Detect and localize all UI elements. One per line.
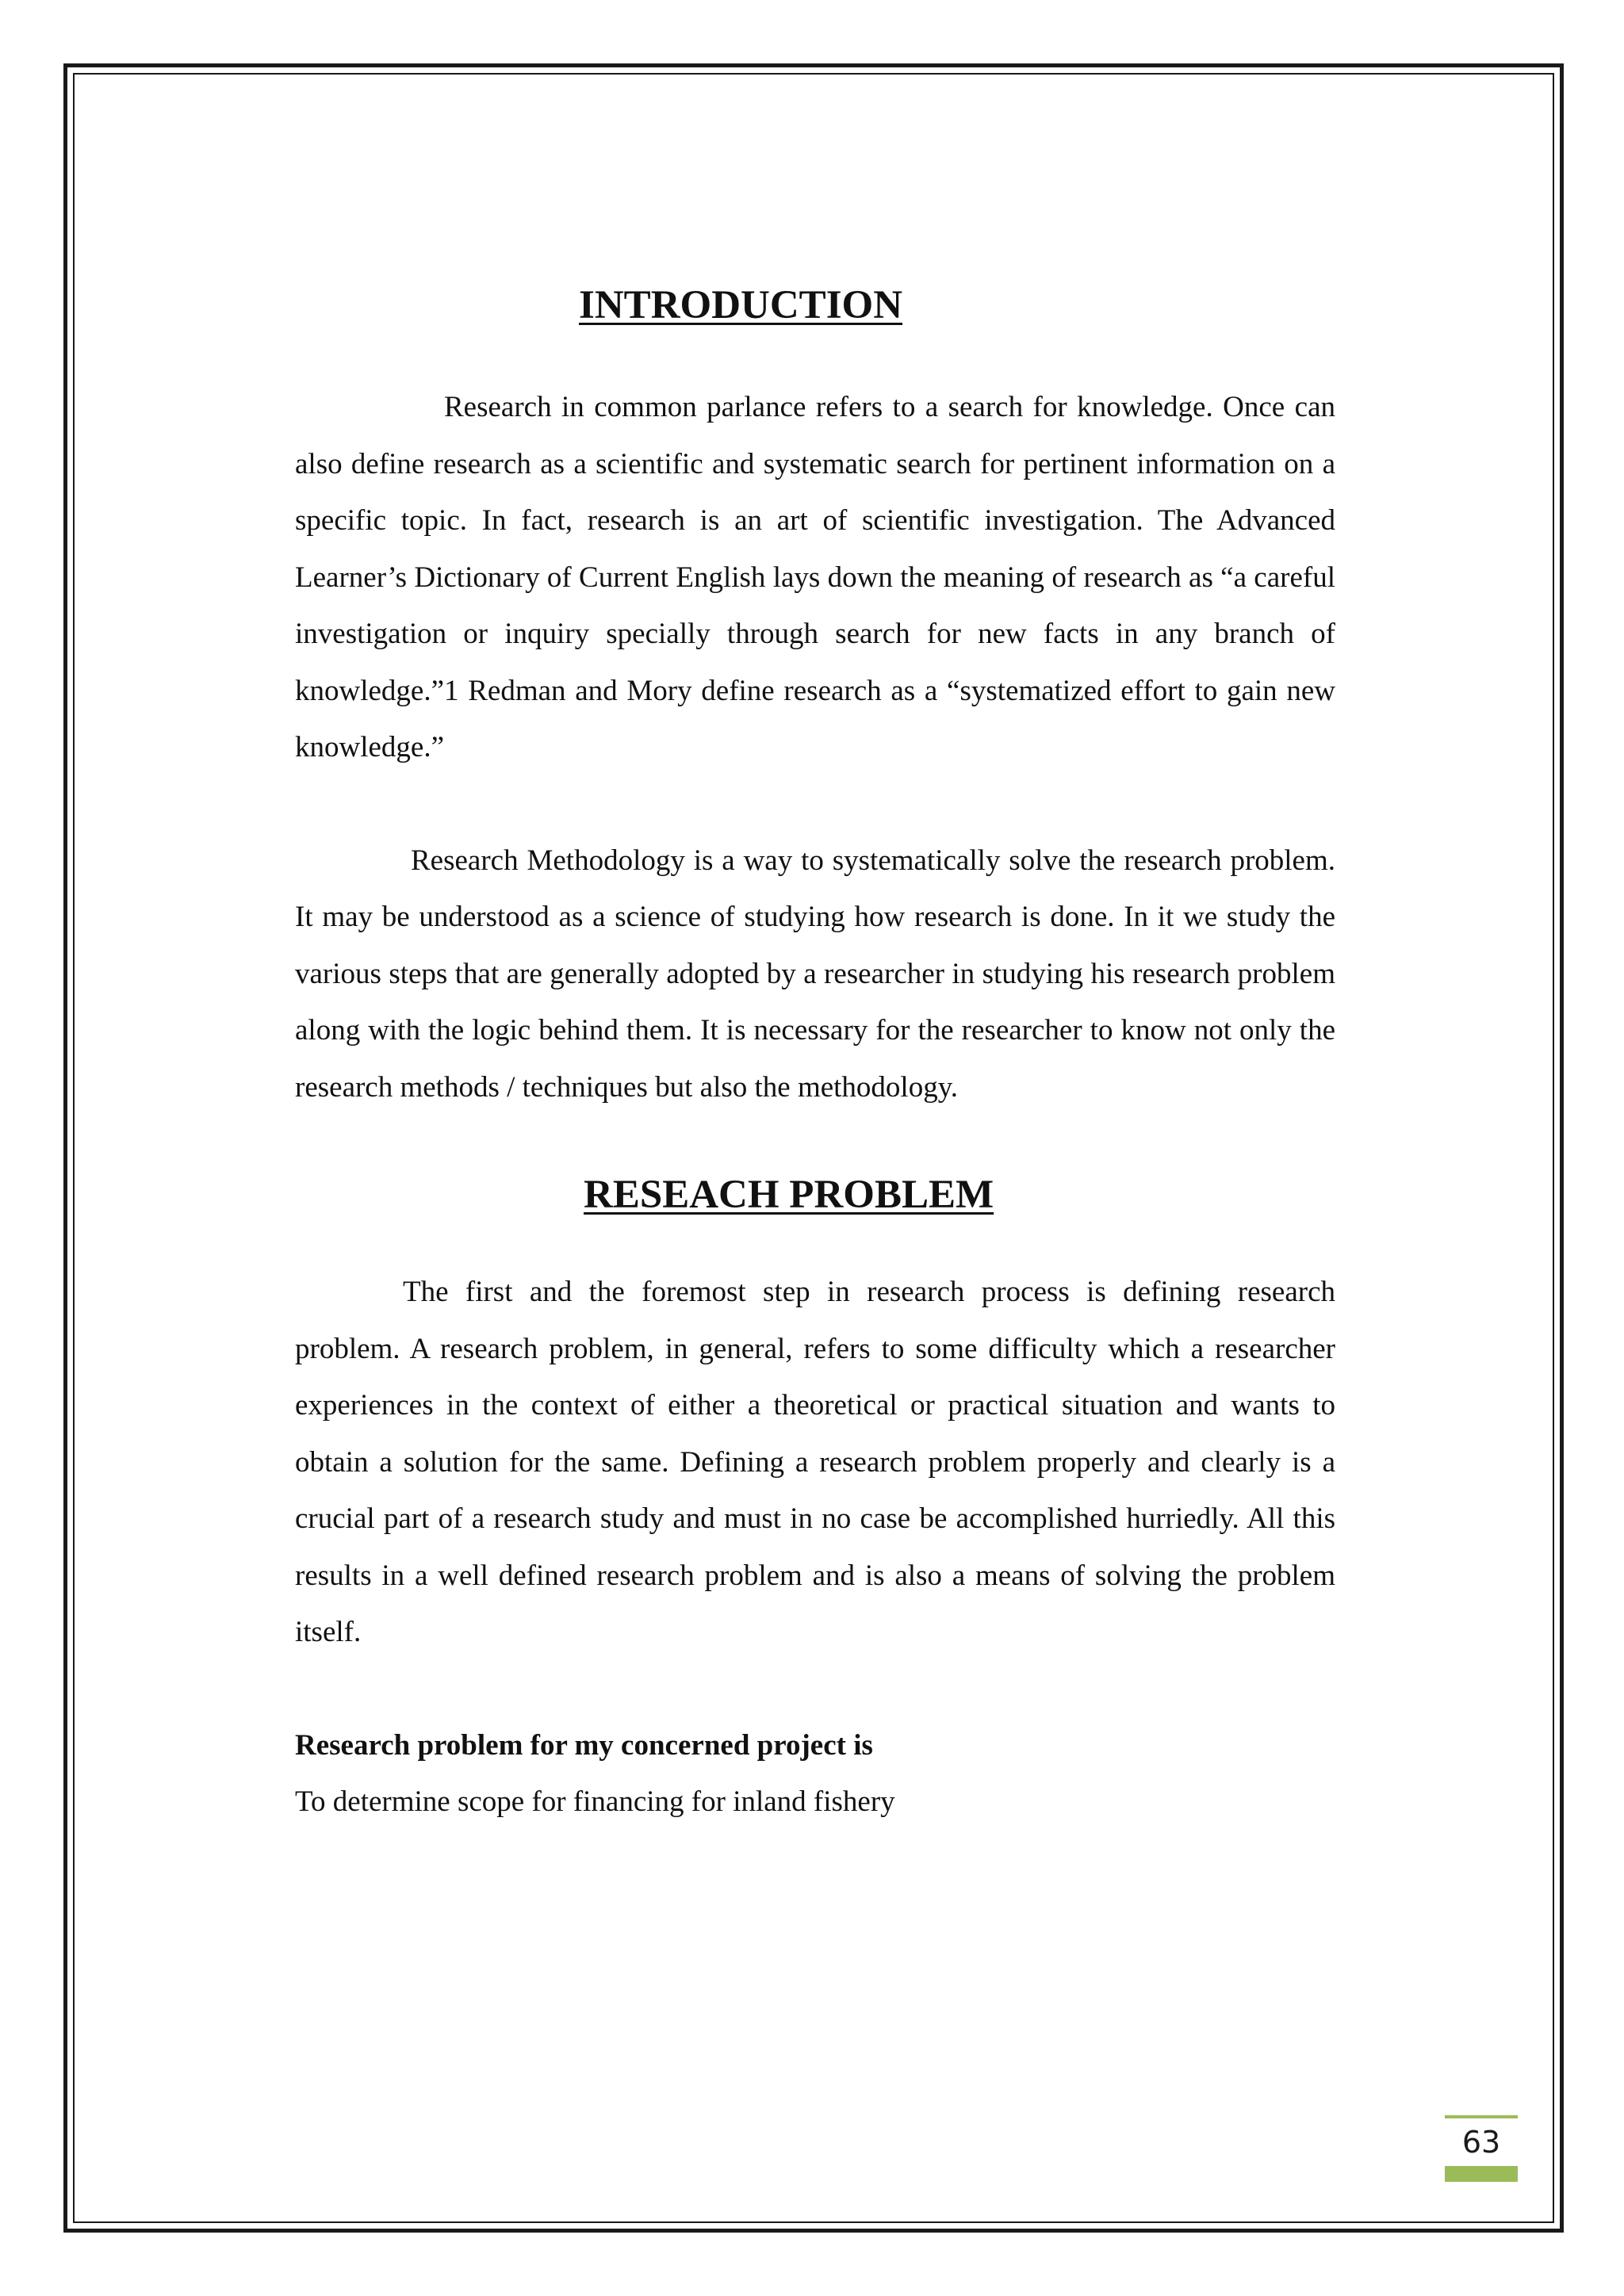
research-problem-statement: To determine scope for financing for inland fishery (295, 1785, 895, 1819)
page-number: 63 (1461, 2125, 1501, 2160)
research-problem-subheading: Research problem for my concerned project is (295, 1728, 873, 1762)
page-number-accent-bar (1445, 2166, 1518, 2182)
page-content (295, 281, 1335, 1831)
introduction-heading: INTRODUCTION (579, 283, 903, 327)
introduction-paragraph-1: Research in common parlance refers to a search for knowledge. Once can also define research as a scientific and systematic search for pertinent information on a specific topic. In fact, research is an art of scientific investigation. The Advanced Learner’s Dictionary of Current English lays down the meaning of research as “a careful investigation or inquiry specially through search for new facts in any branch of knowledge.”1 Redman and Mory define research as a “systematized effort to gain new knowledge.” (295, 391, 1335, 764)
introduction-paragraph-2: Research Methodology is a way to systematically solve the research problem. It may be understood as a science of studying how research is done. In it we study the various steps that are generally adopted by a researcher in studying his research problem along with the logic behind them. It is necessary for the researcher to know not only the research methods / techniques but also the methodology. (295, 844, 1335, 1104)
research-problem-paragraph: The first and the foremost step in research process is defining research problem. A research problem, in general, refers to some difficulty which a researcher experiences in the context of either a theoretical or practical situation and wants to obtain a solution for the same. Defining a research problem properly and clearly is a crucial part of a research study and must in no case be accomplished hurriedly. All this results in a well defined research problem and is also a means of solving the problem itself. (295, 1276, 1335, 1649)
research-problem-heading: RESEACH PROBLEM (584, 1173, 994, 1218)
page-number-block (1445, 2115, 1518, 2182)
